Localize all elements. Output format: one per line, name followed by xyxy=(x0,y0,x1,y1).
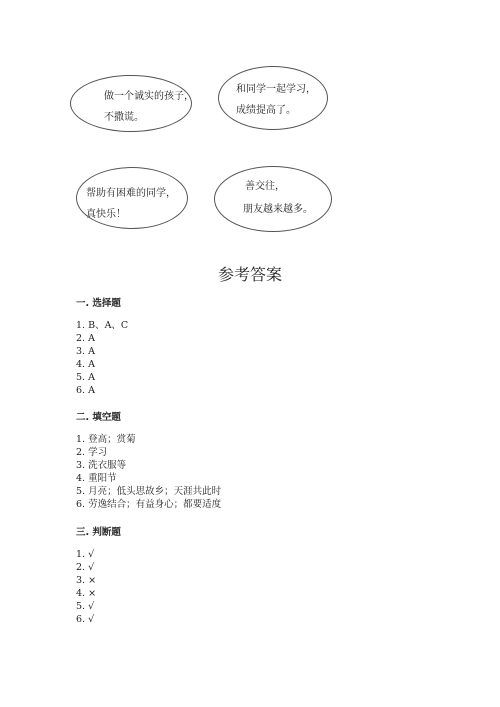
answer-key-title: 参考答案 xyxy=(217,265,282,284)
bubble-text-line: 善交往， xyxy=(245,181,285,192)
speech-bubble-honest-child xyxy=(70,75,192,132)
bubble-text-line: 做一个诚实的孩子， xyxy=(104,91,194,102)
answer-item: 5. √ xyxy=(76,601,95,612)
bubble-text-line: 帮助有困难的同学， xyxy=(86,188,176,199)
answer-item: 4. 重阳节 xyxy=(76,473,117,484)
answer-item: 1. 登高；赏菊 xyxy=(76,434,136,445)
bubble-text-line: 真快乐！ xyxy=(86,209,126,220)
answer-item: 4. × xyxy=(76,588,97,599)
section-heading-fill-blank: 二. 填空题 xyxy=(76,412,121,423)
bubble-text-line: 朋友越来越多。 xyxy=(243,204,313,215)
answer-item: 1. B、A、C xyxy=(76,320,129,331)
answer-item: 4. A xyxy=(76,359,95,370)
answer-item: 2. √ xyxy=(76,562,95,573)
section-heading-choice: 一. 选择题 xyxy=(76,298,121,309)
bubble-text-line: 不撒谎。 xyxy=(104,112,144,123)
section-heading-true-false: 三. 判断题 xyxy=(76,527,121,538)
speech-bubble-make-friends xyxy=(214,166,332,232)
answer-item: 5. 月亮；低头思故乡；天涯共此时 xyxy=(76,486,222,497)
answer-item: 3. A xyxy=(76,346,95,357)
answer-item: 3. × xyxy=(76,575,97,586)
answer-item: 6. 劳逸结合；有益身心；都要适度 xyxy=(76,499,222,510)
answer-item: 2. 学习 xyxy=(76,447,108,458)
answer-item: 6. √ xyxy=(76,614,95,625)
answer-item: 5. A xyxy=(76,372,95,383)
answer-item: 6. A xyxy=(76,385,95,396)
speech-bubble-help-classmates xyxy=(76,167,188,229)
bubble-text-line: 成绩提高了。 xyxy=(236,105,296,116)
answer-item: 3. 洗衣服等 xyxy=(76,460,127,471)
answer-item: 2. A xyxy=(76,333,95,344)
answer-item: 1. √ xyxy=(76,549,95,560)
bubble-text-line: 和同学一起学习， xyxy=(236,84,316,95)
speech-bubble-study-together xyxy=(218,66,328,130)
